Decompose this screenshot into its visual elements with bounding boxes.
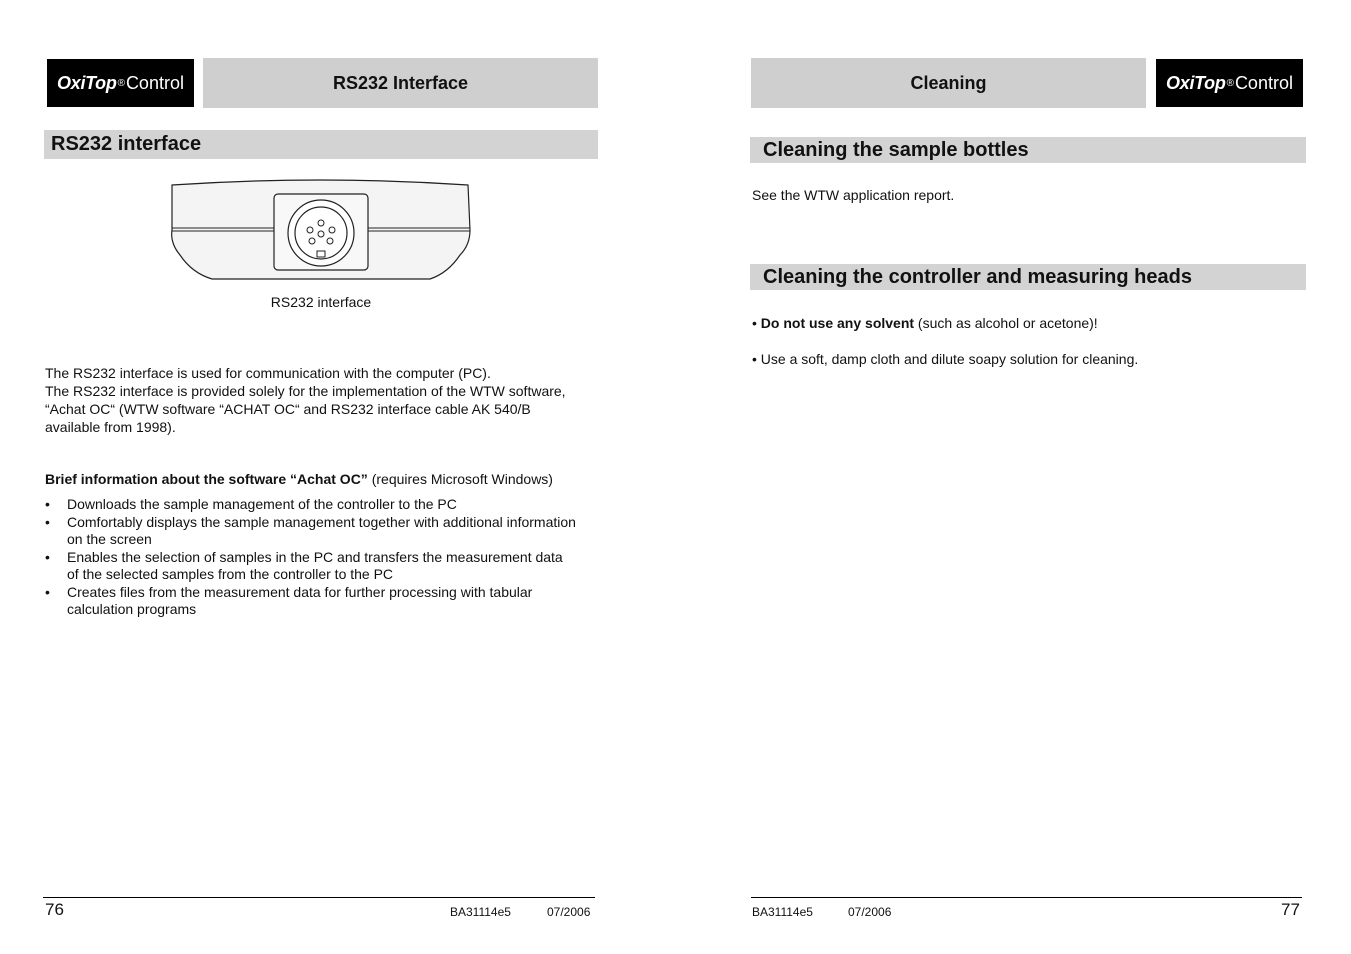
- description-line-4: available from 1998).: [45, 419, 176, 435]
- bullet-icon: •: [45, 513, 50, 530]
- bullet-icon: •: [752, 351, 757, 367]
- figure-caption: RS232 interface: [270, 294, 372, 310]
- bullet-icon: •: [45, 548, 50, 565]
- list-item-line: Creates files from the measurement data for further processing with tabular: [67, 583, 533, 600]
- bullet2-text: Use a soft, damp cloth and dilute soapy solution for cleaning.: [760, 351, 1139, 367]
- description-line-1: The RS232 interface is used for communication with the computer (PC).: [45, 365, 491, 381]
- cleaning-controller-heading: [750, 264, 1306, 290]
- list-item-line: calculation programs: [67, 601, 197, 617]
- rs232-connector-illustration: [168, 175, 474, 285]
- brief-info-heading: [45, 470, 605, 488]
- right-doc-code: BA31114e5: [752, 905, 813, 919]
- list-item: [45, 549, 605, 584]
- bullet-icon: •: [45, 496, 50, 512]
- logo-word: Control: [125, 72, 184, 93]
- list-item: [45, 584, 605, 619]
- left-doc-date: 07/2006: [547, 905, 591, 919]
- left-page-header: [203, 58, 598, 108]
- right-doc-date: 07/2006: [848, 905, 892, 919]
- brief-info-rest: (requires Microsoft Windows): [367, 471, 553, 487]
- right-page-number: 77: [1281, 900, 1300, 919]
- right-footer-rule: [751, 897, 1302, 898]
- list-item: [45, 514, 605, 549]
- cleaning-bottles-text: See the WTW application report.: [752, 187, 955, 203]
- right-page-header: [751, 58, 1146, 108]
- left-page-header-title: RS232 Interface: [332, 72, 469, 93]
- list-item-line: Comfortably displays the sample management together with additional information: [67, 513, 576, 530]
- list-item-line: of the selected samples from the controller to the PC: [67, 566, 394, 582]
- bullet1-bold: Do not use any solvent: [760, 315, 915, 331]
- left-page-number: 76: [45, 900, 64, 919]
- bullet-icon: •: [752, 315, 757, 331]
- software-features-list: [45, 496, 605, 619]
- cleaning-controller-title: Cleaning the controller and measuring heads: [763, 265, 1192, 288]
- logo-registered-mark: ®: [117, 77, 125, 89]
- description-line-2: The RS232 interface is provided solely for the implementation of the WTW software,: [45, 383, 566, 399]
- logo-registered-mark: ®: [1226, 77, 1234, 89]
- bullet-icon: •: [45, 583, 50, 600]
- cleaning-bottles-title: Cleaning the sample bottles: [763, 138, 1029, 161]
- bullet1-rest: (such as alcohol or acetone)!: [914, 315, 1098, 331]
- cleaning-bottles-heading: [750, 137, 1306, 163]
- rs232-section-heading: [44, 130, 598, 159]
- oxitop-logo-left: [47, 59, 194, 107]
- description-line-3: “Achat OC“ (WTW software “ACHAT OC“ and RS232 interface cable AK 540/B: [45, 401, 531, 417]
- list-item-line: on the screen: [67, 531, 152, 547]
- logo-word: Control: [1234, 72, 1293, 93]
- rs232-description: [45, 364, 605, 436]
- logo-brand: OxiTop: [57, 72, 117, 93]
- right-page-header-title: Cleaning: [910, 72, 987, 93]
- left-doc-code: BA31114e5: [450, 905, 511, 919]
- cleaning-bullet-1: [752, 314, 1302, 332]
- list-item: [45, 496, 605, 514]
- list-item-line: Downloads the sample management of the controller to the PC: [67, 496, 457, 512]
- brief-info-bold: Brief information about the software “Achat OC”: [45, 471, 368, 487]
- cleaning-bullet-2: [752, 350, 1302, 368]
- list-item-line: Enables the selection of samples in the PC and transfers the measurement data: [67, 548, 563, 565]
- logo-brand: OxiTop: [1166, 72, 1226, 93]
- oxitop-logo-right: [1156, 59, 1303, 107]
- rs232-section-title: RS232 interface: [51, 133, 202, 155]
- left-footer-rule: [43, 897, 595, 898]
